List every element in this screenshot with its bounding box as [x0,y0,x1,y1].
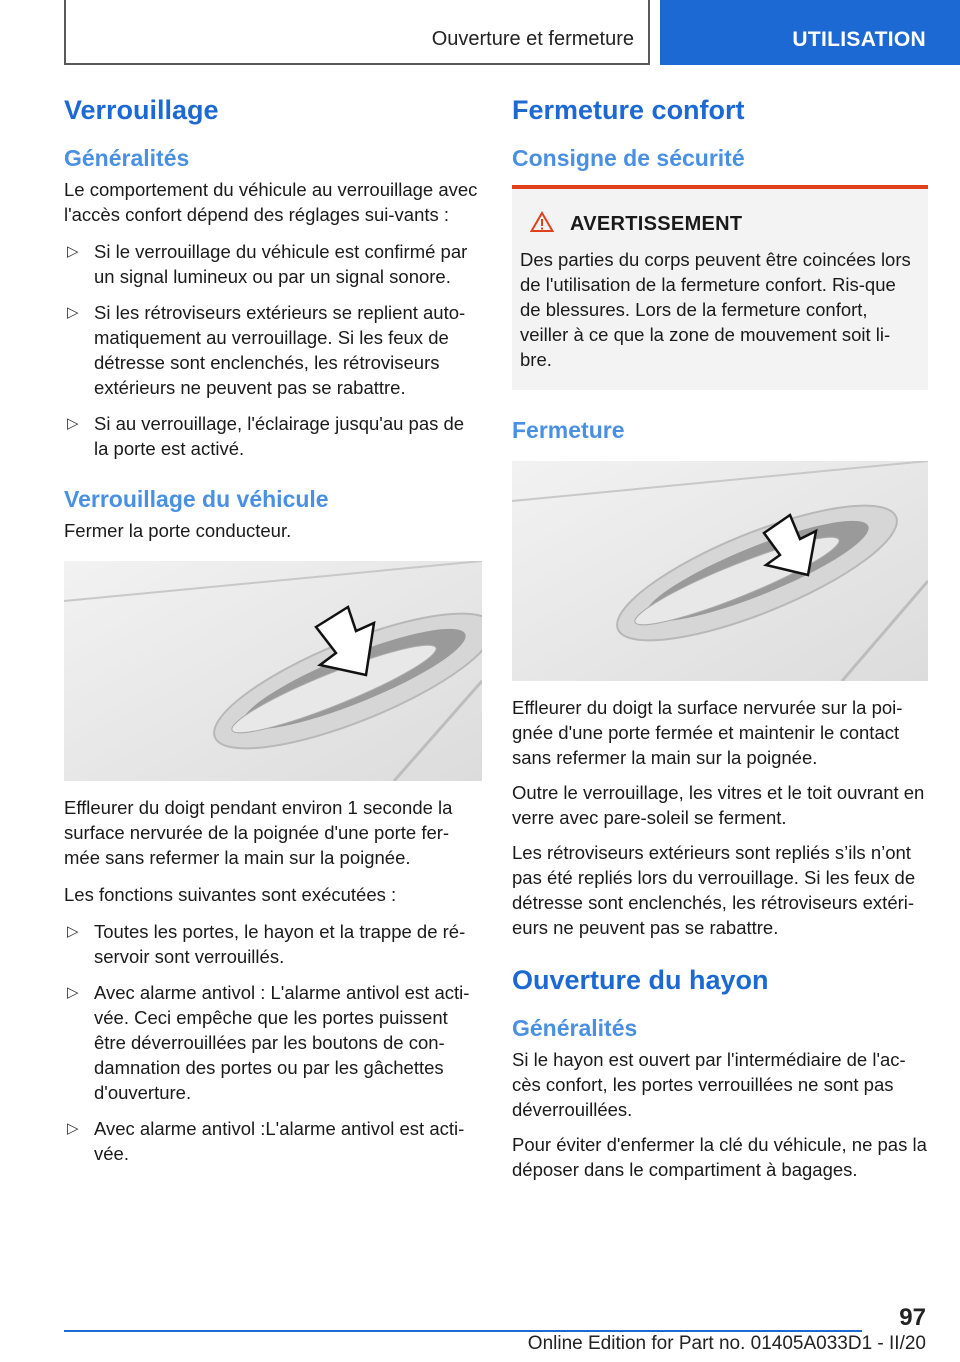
heading-verrouillage-vehicule: Verrouillage du véhicule [64,485,329,512]
list-item: ▷ Avec alarme antivol :L'alarme antivol est acti-vée. [67,1118,465,1165]
close-door-paragraph: Fermer la porte conducteur. [64,520,292,542]
list-item: ▷ Avec alarme antivol : L'alarme antivol est acti-vée. Ceci empêche que les portes puissent être déverrouillées par les boutons de con-damnation des portes ou par les gâchettes d'ouverture. [67,982,470,1104]
header-section-box [64,0,650,65]
list-item: ▷ Si les rétroviseurs extérieurs se replient auto-matiquement au verrouillage. Si les feux de détresse sont enclenchés, les rétroviseurs extérieurs ne peuvent pas se rabattre. [67,301,466,398]
door-handle-illustration [512,461,928,681]
touch-paragraph: Effleurer du doigt pendant environ 1 seconde la surface nervurée de la poignée d'une porte fer-mée sans refermer la main sur la poignée. [64,797,453,869]
windows-paragraph: Outre le verrouillage, les vitres et le toit ouvrant en verre avec pare-soleil se ferment. [512,782,925,829]
intro-paragraph: Le comportement du véhicule au verrouillage avec l'accès confort dépend des réglages sui-vants : [64,178,478,225]
page-number: 97 [899,1304,926,1331]
list-item: ▷ Si le verrouillage du véhicule est confirmé par un signal lumineux ou par un signal sonore. [67,240,468,287]
list-item: ▷ Toutes les portes, le hayon et la trappe de ré-servoir sont verrouillés. [67,921,466,968]
left-column [64,96,482,1177]
footer-edition: Online Edition for Part no. 01405A033D1 - II/20 [527,1333,926,1354]
heading-generalites-hayon: Généralités [512,1014,638,1041]
warning-title-text: AVERTISSEMENT [570,213,743,236]
functions-list [64,919,482,1166]
warning-title [530,211,920,239]
bullet-icon: ▷ [67,984,79,1002]
header-tab-label: UTILISATION [792,28,926,51]
bullet-icon: ▷ [67,1120,79,1138]
mirrors-paragraph: Les rétroviseurs extérieurs sont repliés s’ils n’ont pas été repliés lors du verrouillage. Si les feux de détresse sont enclenchés, les rétroviseurs extéri-eurs ne peuvent pas se rabattre. [512,842,916,939]
touch-hold-paragraph: Effleurer du doigt la surface nervurée sur la poi-gnée d'une porte fermée et maintenir le contact sans refermer la main sur la poignée. [512,697,903,769]
warning-triangle-icon [530,211,554,239]
footer-rule [64,1330,862,1332]
functions-paragraph: Les fonctions suivantes sont exécutées : [64,884,397,906]
heading-ouverture-hayon: Ouverture du hayon [512,965,769,996]
heading-generalites: Généralités [64,144,190,171]
settings-list [64,239,482,461]
heading-verrouillage: Verrouillage [64,95,219,125]
header-section-title: Ouverture et fermeture [431,28,634,50]
bullet-icon: ▷ [67,923,79,941]
door-handle-illustration [64,561,482,781]
right-column [512,96,928,1192]
bullet-icon: ▷ [67,414,79,432]
heading-fermeture: Fermeture [512,416,625,443]
bullet-icon: ▷ [67,242,79,260]
bullet-icon: ▷ [67,303,79,321]
heading-fermeture-confort: Fermeture confort [512,95,745,125]
key-paragraph: Pour éviter d'enfermer la clé du véhicule, ne pas la déposer dans le compartiment à bagages. [512,1134,927,1181]
hayon-paragraph: Si le hayon est ouvert par l'intermédiaire de l'ac-cès confort, les portes verrouillées ne sont pas déverrouillées. [512,1049,906,1121]
warning-text: Des parties du corps peuvent être coincées lors de l'utilisation de la fermeture confort. Ris-que de blessures. Lors de la fermeture confort, veiller à ce que la zone de mouvement soit li-bre. [520,248,911,370]
header-tab [660,0,960,65]
list-item: ▷ Si au verrouillage, l'éclairage jusqu'au pas de la porte est activé. [67,412,465,459]
warning-box [512,185,928,390]
heading-consigne: Consigne de sécurité [512,144,745,171]
